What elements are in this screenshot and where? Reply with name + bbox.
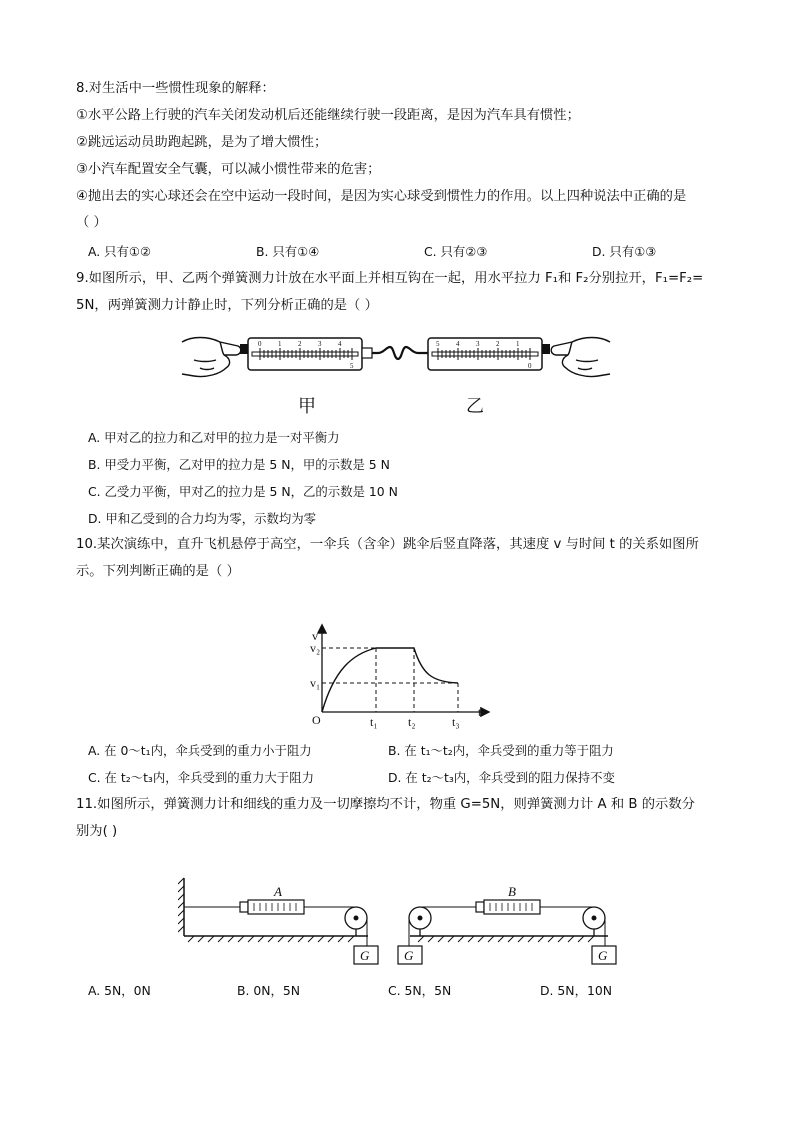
label-v2: v₂ xyxy=(310,641,321,655)
q11-option-d[interactable]: D. 5N，10N xyxy=(540,983,612,998)
left-hand-icon xyxy=(182,338,241,377)
hooks-icon xyxy=(372,347,428,359)
q11-option-c[interactable]: C. 5N，5N xyxy=(388,983,452,998)
scale-jia-tick: 1 xyxy=(278,340,282,348)
label-t2: t₂ xyxy=(408,715,416,729)
q10-option-c[interactable]: C. 在 t₂～t₃内，伞兵受到的重力大于阻力 xyxy=(88,770,314,785)
q9-stem-line1: 9.如图所示，甲、乙两个弹簧测力计放在水平面上并相互钩在一起，用水平拉力 F₁和 F₂分别拉开，F₁=F₂= xyxy=(76,271,704,286)
q8-stem: 8.对生活中一些惯性现象的解释： xyxy=(76,81,275,96)
q11-stem-line2: 别为( ) xyxy=(76,824,118,839)
q9-option-b[interactable]: B. 甲受力平衡，乙对甲的拉力是 5 N，甲的示数是 5 N xyxy=(88,457,390,472)
q8-item-3: ③小汽车配置安全气囊，可以减小惯性带来的危害； xyxy=(76,162,381,177)
scale-jia-tick: 4 xyxy=(338,340,342,348)
q11-option-a[interactable]: A. 5N，0N xyxy=(88,983,151,998)
q8-item-1: ①水平公路上行驶的汽车关闭发动机后还能继续行驶一段距离，是因为汽车具有惯性； xyxy=(76,108,580,123)
q9-option-a[interactable]: A. 甲对乙的拉力和乙对甲的拉力是一对平衡力 xyxy=(88,430,340,445)
label-weight-a: G xyxy=(360,948,370,963)
origin-label: O xyxy=(312,713,321,727)
q10-option-b[interactable]: B. 在 t₁～t₂内，伞兵受到的重力等于阻力 xyxy=(388,743,614,758)
scale-yi-tick: 4 xyxy=(456,340,460,348)
label-t1: t₁ xyxy=(370,715,378,729)
scale-yi-tick: 0 xyxy=(528,362,532,370)
q8-item-2: ②跳远运动员助跑起跳，是为了增大惯性； xyxy=(76,135,328,150)
q8-option-d[interactable]: D. 只有①③ xyxy=(592,244,657,259)
label-v1: v₁ xyxy=(310,676,321,690)
q10-stem-line2: 示。下列判断正确的是（ ） xyxy=(76,564,240,579)
q8-item-5: （ ） xyxy=(76,215,107,230)
scale-jia xyxy=(240,338,372,370)
label-scale-a: A xyxy=(274,884,282,899)
axis-label-v: v xyxy=(312,629,318,643)
label-scale-b: B xyxy=(508,884,516,899)
label-weight-b-right: G xyxy=(598,948,608,963)
q9-stem-line2: 5N，两弹簧测力计静止时，下列分析正确的是（ ） xyxy=(76,298,378,313)
scale-yi-tick: 1 xyxy=(516,340,520,348)
q10-stem-line1: 10.某次演练中，直升飞机悬停于高空，一伞兵（含伞）跳伞后竖直降落，其速度 v 与时间 t 的关系如图所 xyxy=(76,537,699,552)
q8-item-4: ④抛出去的实心球还会在空中运动一段时间，是因为实心球受到惯性力的作用。以上四种说法中正确的是 xyxy=(76,189,687,204)
q8-option-c[interactable]: C. 只有②③ xyxy=(424,244,488,259)
scale-jia-tick: 5 xyxy=(350,362,354,370)
q10-option-d[interactable]: D. 在 t₂～t₃内，伞兵受到的阻力保持不变 xyxy=(388,770,615,785)
label-jia: 甲 xyxy=(298,396,316,417)
scale-jia-tick: 3 xyxy=(318,340,322,348)
scale-yi-tick: 2 xyxy=(496,340,500,348)
axis-label-t: t xyxy=(478,705,482,719)
velocity-curve xyxy=(322,648,458,712)
q10-option-a[interactable]: A. 在 0～t₁内，伞兵受到的重力小于阻力 xyxy=(88,743,312,758)
label-t3: t₃ xyxy=(452,715,460,729)
q10-velocity-time-graph xyxy=(308,620,498,730)
q11-stem-line1: 11.如图所示，弹簧测力计和细线的重力及一切摩擦均不计，物重 G=5N，则弹簧测力计 A 和 B 的示数分 xyxy=(76,797,695,812)
label-yi: 乙 xyxy=(466,396,484,417)
setup-b xyxy=(398,900,616,964)
q8-option-b[interactable]: B. 只有①④ xyxy=(256,244,320,259)
scale-jia-tick: 2 xyxy=(298,340,302,348)
q8-option-a[interactable]: A. 只有①② xyxy=(88,244,152,259)
q11-pulley-figure xyxy=(178,874,618,969)
scale-yi-tick: 5 xyxy=(436,340,440,348)
scale-jia-tick: 0 xyxy=(258,340,262,348)
scale-yi-tick: 3 xyxy=(476,340,480,348)
q9-option-d[interactable]: D. 甲和乙受到的合力均为零，示数均为零 xyxy=(88,511,317,526)
scale-yi xyxy=(428,338,550,370)
q9-option-c[interactable]: C. 乙受力平衡，甲对乙的拉力是 5 N，乙的示数是 10 N xyxy=(88,484,398,499)
right-hand-icon xyxy=(551,338,610,377)
label-weight-b-left: G xyxy=(404,948,414,963)
q9-spring-scales-figure xyxy=(180,330,612,390)
q11-option-b[interactable]: B. 0N，5N xyxy=(237,983,301,998)
